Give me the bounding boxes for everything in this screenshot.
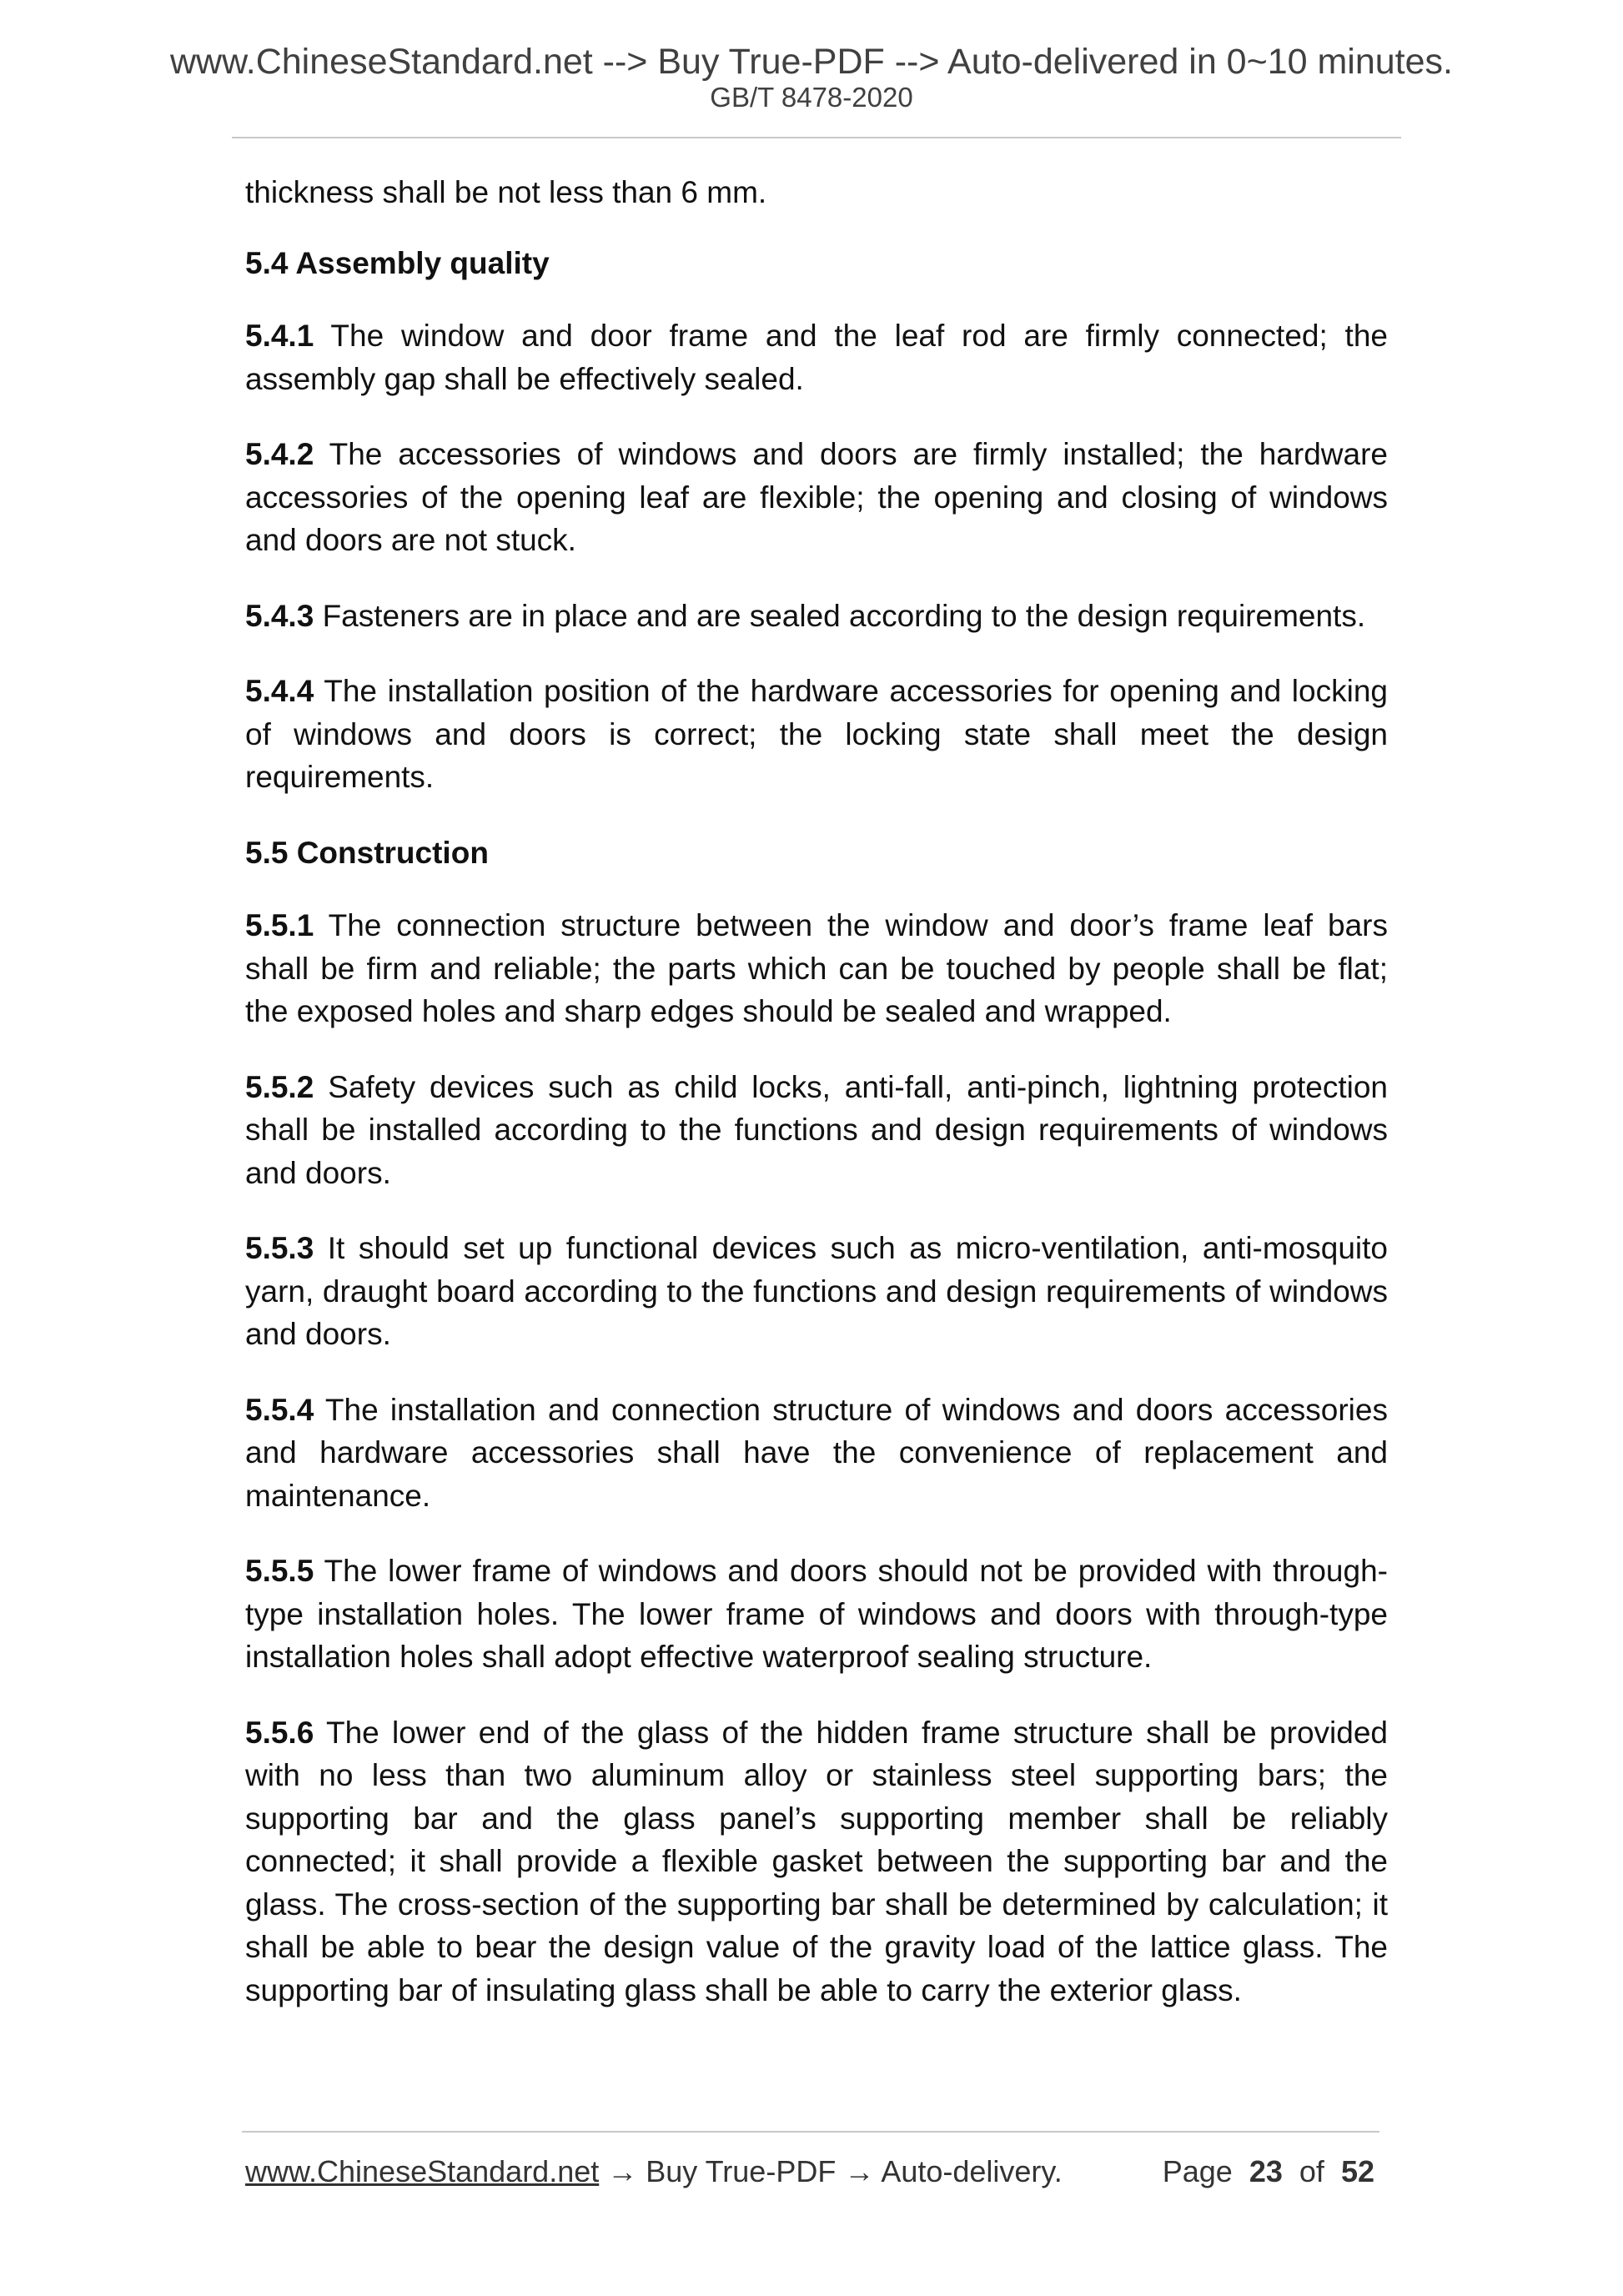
clause-number: 5.5.4 <box>245 1392 314 1427</box>
footer-divider <box>242 2131 1379 2133</box>
clause-5-5-4 <box>245 1389 1388 1518</box>
page-content <box>245 171 1388 2044</box>
clause-text: The accessories of windows and doors are firmly installed; the hardware accessories of the opening leaf are flexible; the opening and closing of windows and doors are not stuck. <box>245 437 1388 557</box>
page-footer <box>245 2153 1379 2190</box>
clause-5-4-4 <box>245 670 1388 799</box>
page-indicator <box>1163 2153 1374 2190</box>
clause-text: The installation and connection structure of windows and doors accessories and hardware accessories shall have the convenience of replacement and maintenance. <box>245 1392 1388 1513</box>
intro-paragraph: thickness shall be not less than 6 mm. <box>245 175 767 209</box>
header-divider <box>232 137 1401 138</box>
section-heading-5-4: 5.4 Assembly quality <box>245 245 550 280</box>
clause-number: 5.5.6 <box>245 1715 314 1750</box>
clause-text: It should set up functional devices such as micro-ventilation, anti-mosquito yarn, draught board according to the functions and design requirements of windows and doors. <box>245 1231 1388 1351</box>
clause-5-5-2 <box>245 1066 1388 1195</box>
clause-5-5-3 <box>245 1227 1388 1356</box>
page-current: 23 <box>1249 2154 1283 2188</box>
clause-number: 5.5.2 <box>245 1069 314 1104</box>
clause-text: The connection structure between the window and door’s frame leaf bars shall be firm and reliable; the parts which can be touched by people shall be flat; the exposed holes and sharp edges should be sealed and wrapped. <box>245 908 1388 1028</box>
document-id: GB/T 8478-2020 <box>710 82 913 113</box>
site-banner: www.ChineseStandard.net --> Buy True-PDF --> Auto-delivered in 0~10 minutes. <box>169 42 1453 82</box>
page-label: Page <box>1162 2154 1233 2188</box>
clause-text: The window and door frame and the leaf rod are firmly connected; the assembly gap shall be effectively sealed. <box>245 319 1388 396</box>
clause-text: The lower frame of windows and doors should not be provided with through-type installation holes. The lower frame of windows and doors with through-type installation holes shall adopt effective waterproof sealing structure. <box>245 1554 1388 1674</box>
clause-number: 5.5.5 <box>245 1554 314 1588</box>
clause-5-5-6 <box>245 1711 1388 2012</box>
clause-5-4-1 <box>245 314 1388 400</box>
clause-text: The installation position of the hardware accessories for opening and locking of windows and doors is correct; the locking state shall meet the design requirements. <box>245 674 1388 794</box>
section-heading-5-5: 5.5 Construction <box>245 835 489 870</box>
clause-5-5-1 <box>245 904 1388 1033</box>
clause-number: 5.4.3 <box>245 598 314 633</box>
clause-5-5-5 <box>245 1550 1388 1679</box>
clause-5-4-3 <box>245 595 1388 638</box>
page-total: 52 <box>1340 2154 1374 2188</box>
clause-text: Safety devices such as child locks, anti-fall, anti-pinch, lightning protection shall be installed according to the functions and design requirements of windows and doors. <box>245 1069 1388 1190</box>
of-label: of <box>1299 2154 1324 2188</box>
footer-site-link[interactable]: www.ChineseStandard.net <box>245 2154 600 2188</box>
clause-number: 5.4.4 <box>245 674 314 708</box>
clause-number: 5.5.3 <box>245 1231 314 1265</box>
clause-number: 5.4.1 <box>245 319 314 353</box>
clause-number: 5.5.1 <box>245 908 314 942</box>
footer-tagline: → Buy True-PDF → Auto-delivery. <box>599 2154 1063 2188</box>
clause-number: 5.4.2 <box>245 437 314 471</box>
clause-text: The lower end of the glass of the hidden frame structure shall be provided with no less than two aluminum alloy or stainless steel supporting bars; the supporting bar and the glass panel’s supporting member shall be reliably connected; it shall provide a flexible gasket between the supporting bar and the glass. The cross-section of the supporting bar shall be determined by calculation; it shall be able to bear the design value of the gravity load of the lattice glass. The supporting bar of insulating glass shall be able to carry the exterior glass. <box>245 1715 1388 2007</box>
clause-text: Fasteners are in place and are sealed according to the design requirements. <box>322 598 1366 633</box>
clause-5-4-2 <box>245 433 1388 562</box>
